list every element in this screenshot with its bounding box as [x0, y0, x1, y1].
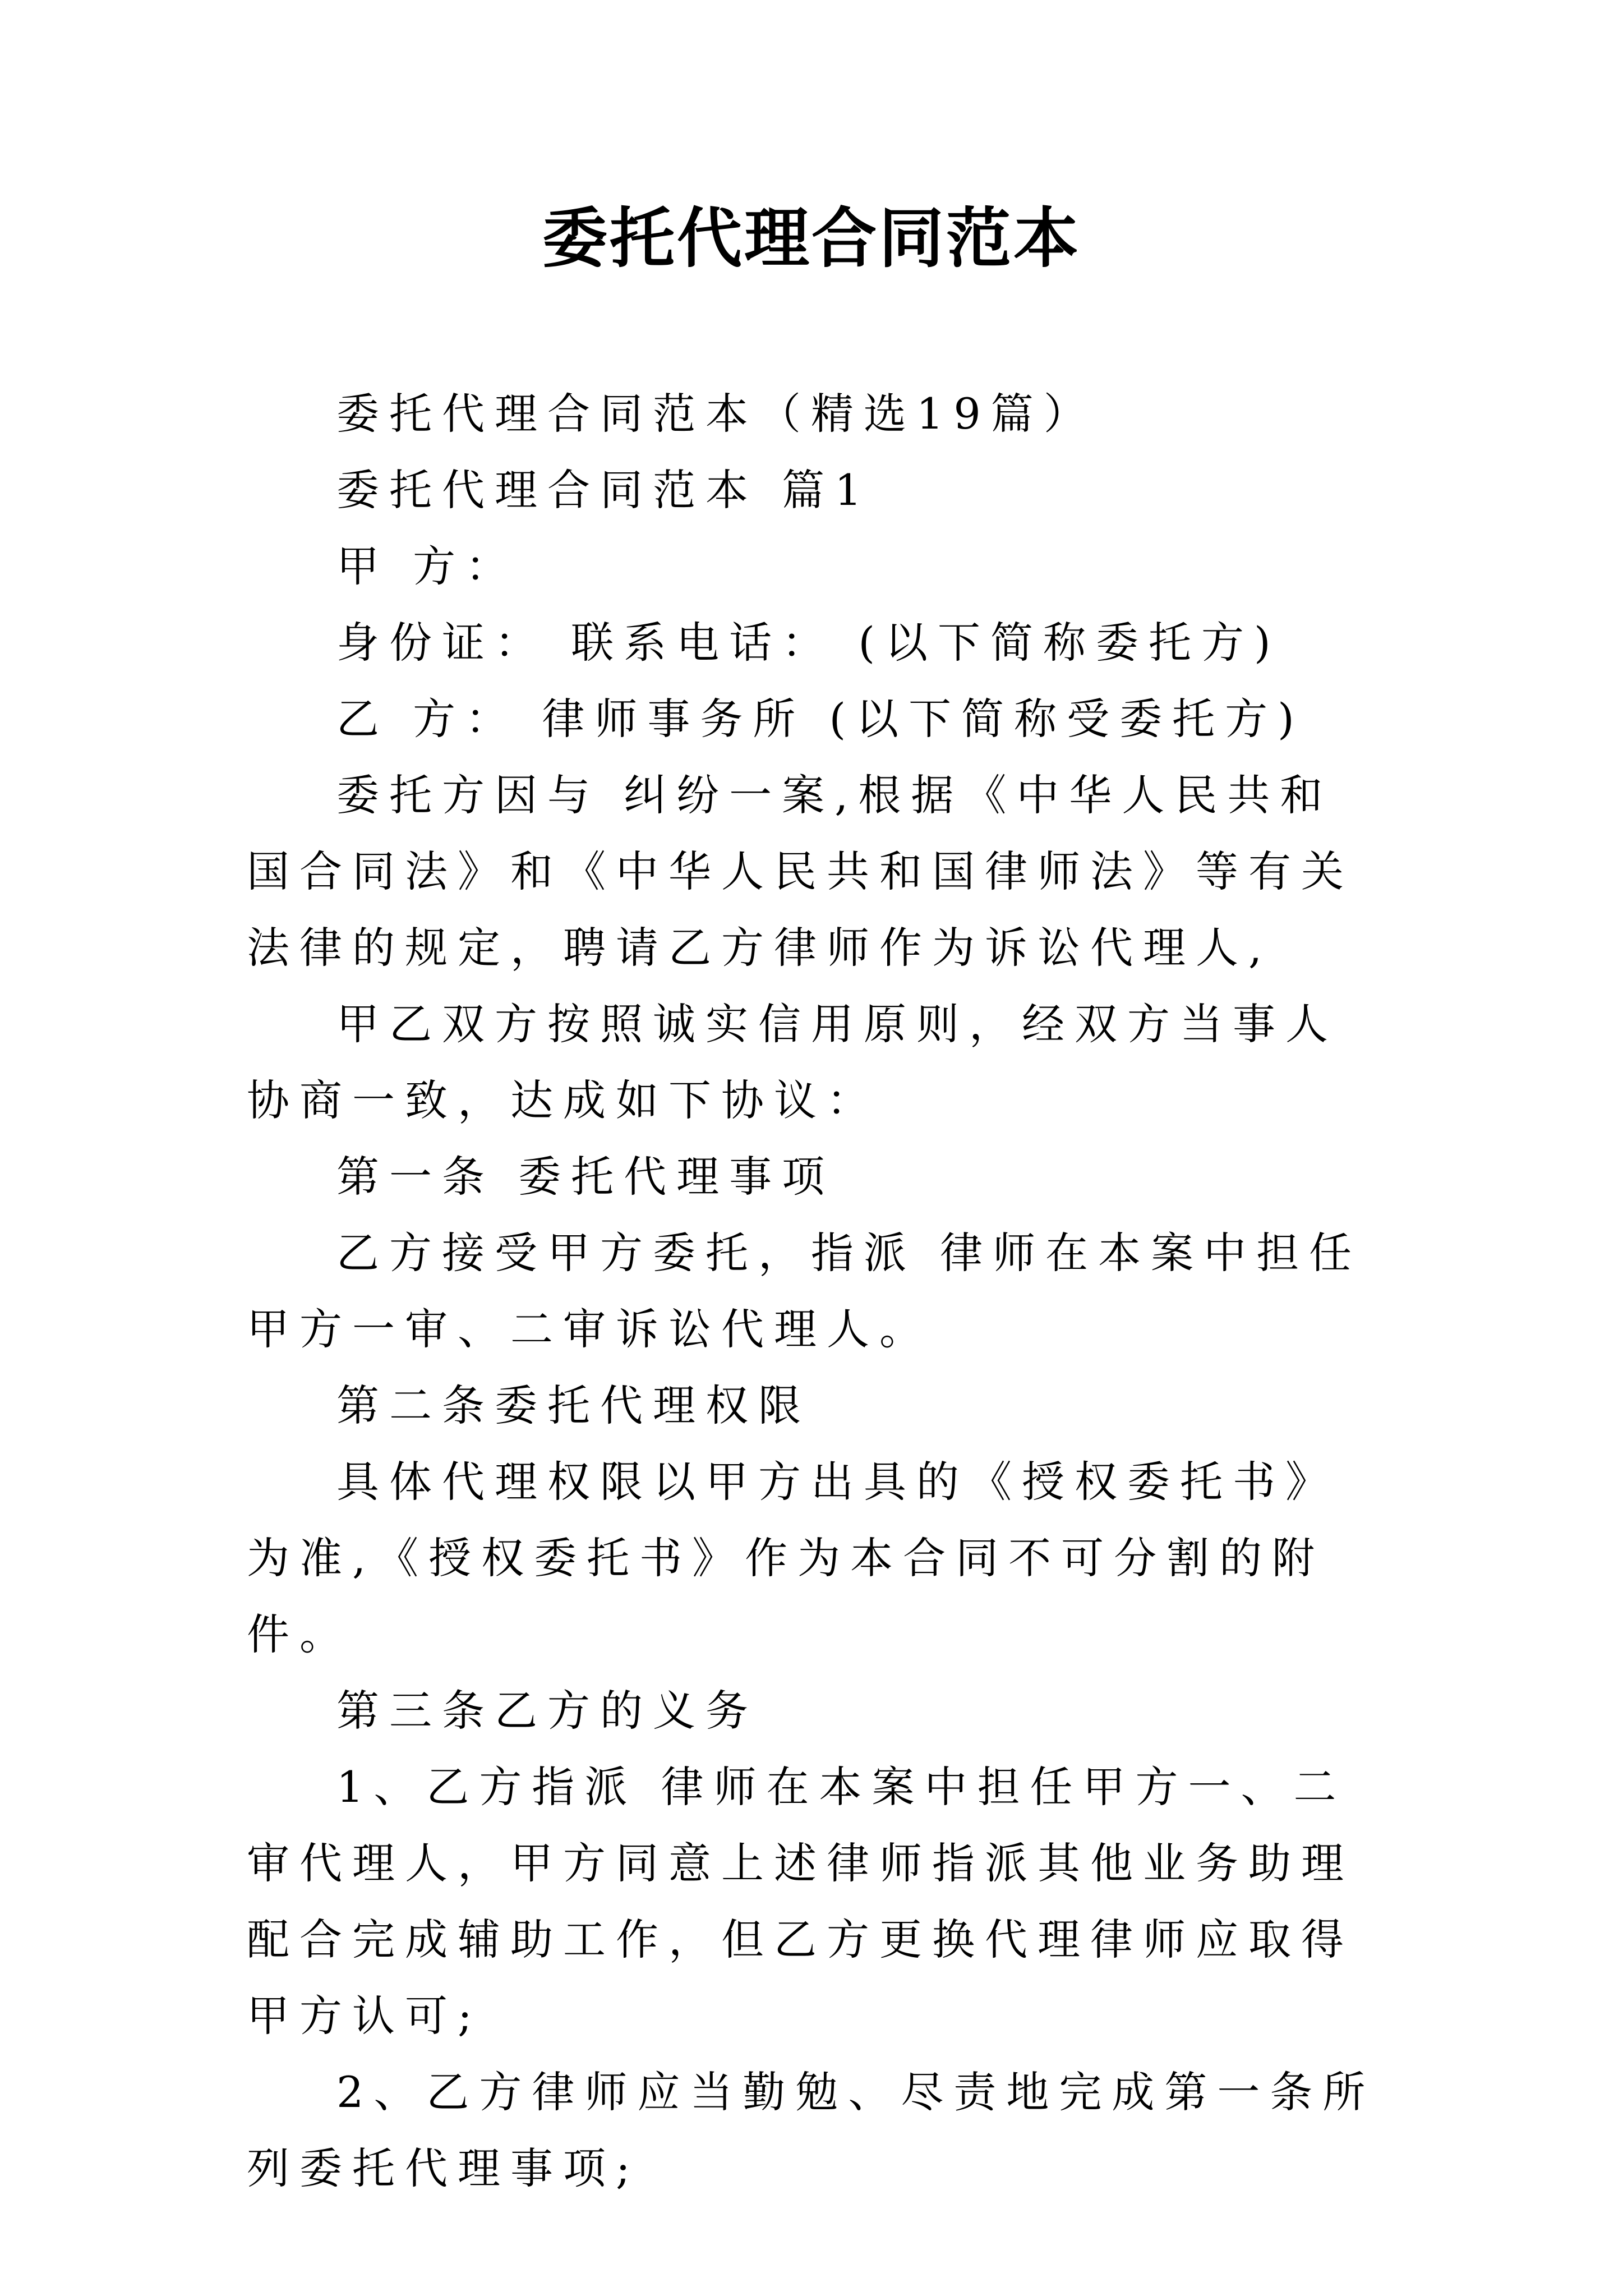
paragraph-party-a: 甲 方：	[336, 541, 519, 591]
document-body	[247, 376, 1385, 2207]
paragraph-agreement: 甲乙双方按照诚实信用原则，经双方当事人协商一致，达成如下协议：	[247, 999, 1338, 1125]
paragraph-article-2-body: 具体代理权限以甲方出具的《授权委托书》为准,《授权委托书》作为本合同不可分割的附件。	[247, 1457, 1338, 1659]
paragraph-article-3-item-2: 2、乙方律师应当勤勉、尽责地完成第一条所列委托代理事项;	[247, 2067, 1376, 2193]
paragraph-article-3-heading: 第三条乙方的义务	[336, 1686, 758, 1736]
paragraph-article-1-heading: 第一条 委托代理事项	[336, 1152, 835, 1202]
paragraph-party-b: 乙 方： 律师事务所 (以下简称受委托方)	[336, 694, 1304, 744]
paragraph-article-2-heading: 第二条委托代理权限	[336, 1381, 811, 1430]
document-title: 委托代理合同范本	[542, 200, 1081, 277]
paragraph-preamble: 委托方因与 纠纷一案,根据《中华人民共和国合同法》和《中华人民共和国律师法》等有关法律的规定，聘请乙方律师作为诉讼代理人,	[247, 770, 1354, 973]
paragraph-subtitle: 委托代理合同范本（精选19篇）	[336, 389, 1096, 439]
paragraph-article-3-item-1: 1、乙方指派 律师在本案中担任甲方一、二审代理人，甲方同意上述律师指派其他业务助理配合完成辅助工作，但乙方更换代理律师应取得甲方认可;	[247, 1762, 1354, 2041]
paragraph-section-heading: 委托代理合同范本 篇1	[336, 465, 872, 515]
paragraph-party-a-id: 身份证： 联系电话： (以下简称委托方)	[336, 618, 1281, 668]
paragraph-article-1-body: 乙方接受甲方委托，指派 律师在本案中担任甲方一审、二审诉讼代理人。	[247, 1228, 1362, 1354]
